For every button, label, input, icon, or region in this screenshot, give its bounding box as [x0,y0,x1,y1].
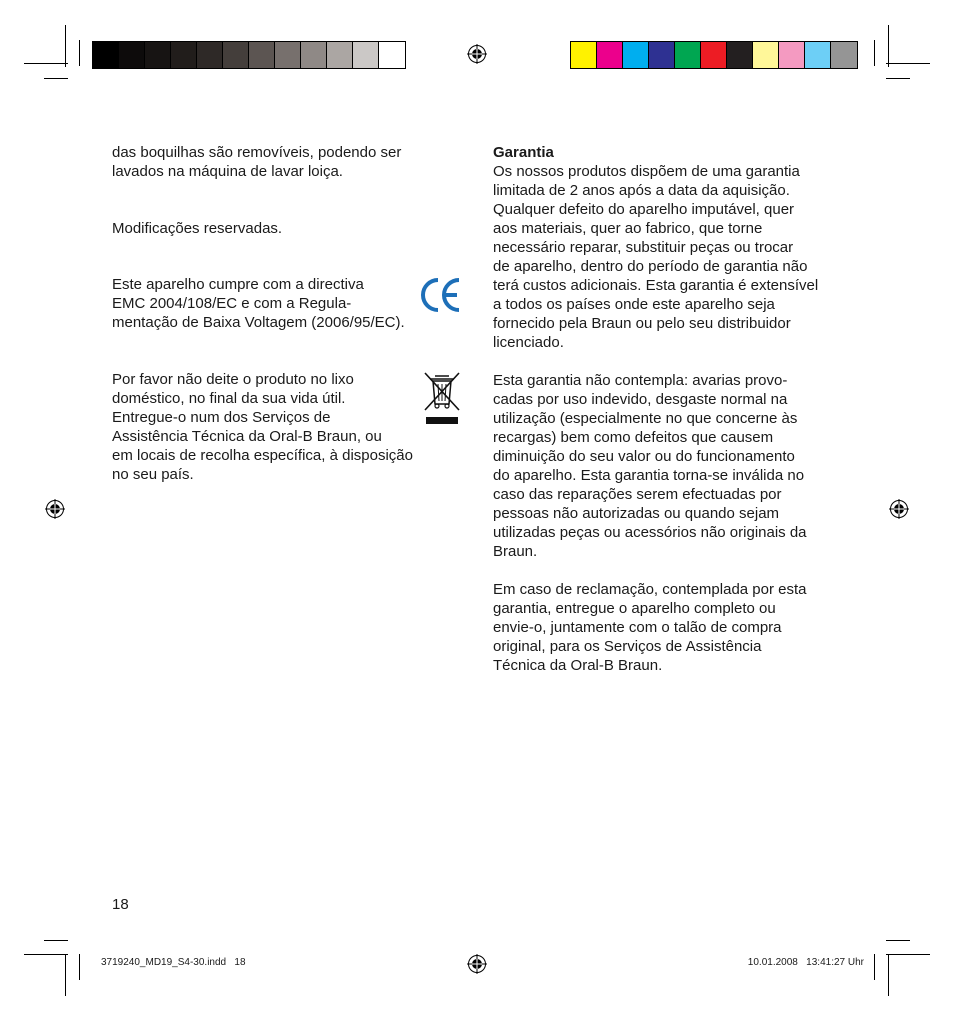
color-swatch [197,42,223,68]
color-swatch [327,42,353,68]
text-line: utilizadas peças ou acessórios não originais da [493,524,807,541]
left-paragraph-1 [112,143,401,181]
grayscale-color-bar [92,41,406,69]
left-paragraph-4 [112,370,413,484]
text-line: garantia, entregue o aparelho completo ou [493,600,776,617]
crop-mark [24,63,68,64]
text-line: diminuição do seu valor ou do funcionamento [493,448,795,465]
crop-mark [79,40,80,66]
text-line: doméstico, no final da sua vida útil. [112,390,346,407]
text-line: pessoas não autorizadas ou quando sejam [493,505,780,522]
warranty-paragraph-3 [493,580,818,675]
text-line: Qualquer defeito do aparelho imputável, quer [493,201,795,218]
slug-date-time: 10.01.2008 13:41:27 Uhr [747,957,864,968]
crop-mark [874,954,875,980]
ce-mark-icon [420,277,464,313]
paragraph-spacer [493,352,818,371]
text-line: Os nossos produtos dispõem de uma garantia [493,163,800,180]
crop-mark [886,940,910,941]
text-line: EMC 2004/108/EC e com a Regula- [112,295,352,312]
text-line: Braun. [493,543,538,560]
text-line: fornecido pela Braun ou pelo seu distribuidor [493,315,791,332]
color-swatch [353,42,379,68]
crop-mark [886,63,930,64]
text-line: recargas) bem como defeitos que causem [493,429,774,446]
registration-mark-icon [467,954,487,974]
text-line: caso das reparações serem efectuadas por [493,486,782,503]
crossed-out-bin-icon [422,370,462,426]
color-swatch [379,42,405,68]
color-swatch [623,42,649,68]
crop-mark [44,78,68,79]
paragraph-spacer [493,561,818,580]
crop-mark [65,954,66,996]
text-line: envie-o, juntamente com o talão de compra [493,619,782,636]
color-swatch [701,42,727,68]
warranty-paragraph-2 [493,371,818,561]
color-swatch [223,42,249,68]
crop-mark [888,25,889,67]
color-swatch [753,42,779,68]
text-line: Modificações reservadas. [112,220,283,237]
color-swatch [145,42,171,68]
crop-mark [44,940,68,941]
text-line: necessário reparar, substituir peças ou trocar [493,239,794,256]
registration-mark-icon [889,499,909,519]
color-swatch [675,42,701,68]
color-swatch [275,42,301,68]
crop-mark [886,78,910,79]
crop-mark [79,954,80,980]
text-line: Técnica da Oral-B Braun. [493,657,663,674]
warranty-heading: Garantia [493,144,554,161]
color-swatch [171,42,197,68]
text-line: cadas por uso indevido, desgaste normal na [493,391,788,408]
text-line: Por favor não deite o produto no lixo [112,371,354,388]
text-line: no seu país. [112,466,194,483]
color-swatch [119,42,145,68]
text-line: mentação de Baixa Voltagem (2006/95/EC). [112,314,405,331]
text-line: limitada de 2 anos após a data da aquisição. [493,182,790,199]
warranty-paragraph-1 [493,162,818,352]
registration-mark-icon [467,44,487,64]
process-color-bar [570,41,858,69]
text-line: aos materiais, quer ao fabrico, que torne [493,220,763,237]
color-swatch [727,42,753,68]
left-paragraph-3 [112,275,405,332]
text-line: Entregue-o num dos Serviços de [112,409,331,426]
color-swatch [649,42,675,68]
color-swatch [93,42,119,68]
text-line: Esta garantia não contempla: avarias provo- [493,372,788,389]
text-line: lavados na máquina de lavar loiça. [112,163,343,180]
color-swatch [831,42,857,68]
crop-mark [65,25,66,67]
color-swatch [571,42,597,68]
crop-mark [874,40,875,66]
color-swatch [779,42,805,68]
text-line: a todos os países onde este aparelho seja [493,296,775,313]
page-number: 18 [112,896,129,913]
registration-mark-icon [45,499,65,519]
left-paragraph-2 [112,219,282,238]
text-line: original, para os Serviços de Assistência [493,638,762,655]
text-line: de aparelho, dentro do período de garantia não [493,258,808,275]
crop-mark [24,954,68,955]
color-swatch [301,42,327,68]
slug-file-info: 3719240_MD19_S4-30.indd 18 [101,957,246,968]
crop-mark [886,954,930,955]
text-line: Em caso de reclamação, contemplada por esta [493,581,807,598]
crop-mark [888,954,889,996]
text-line: do aparelho. Esta garantia torna-se inválida no [493,467,805,484]
color-swatch [597,42,623,68]
text-line: Este aparelho cumpre com a directiva [112,276,364,293]
text-line: terá custos adicionais. Esta garantia é extensível [493,277,819,294]
color-swatch [805,42,831,68]
text-line: licenciado. [493,334,564,351]
warranty-section [493,143,818,675]
text-line: utilização (especialmente no que concerne às [493,410,798,427]
text-line: Assistência Técnica da Oral-B Braun, ou [112,428,382,445]
text-line: das boquilhas são removíveis, podendo ser [112,144,402,161]
color-swatch [249,42,275,68]
text-line: em locais de recolha específica, à disposição [112,447,413,464]
